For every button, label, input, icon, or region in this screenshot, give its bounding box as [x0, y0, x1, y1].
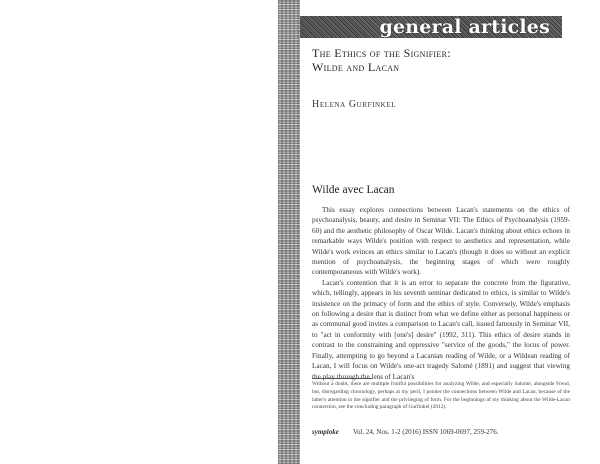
scan-edge-shadow	[278, 0, 300, 464]
journal-logo: symploke	[312, 428, 339, 436]
banner-title: general articles	[379, 16, 550, 38]
journal-citation	[312, 428, 570, 436]
paragraph-1: This essay explores connections between Lacan's statements on the ethics of psychoanalysis, beauty, and desire in Seminar VII: The Ethics of Psychoanalysis (1959-60) and the aesthetic philosophy of Oscar Wilde. Lacan's thinking about ethics echoes in remarkable ways Wilde's position with respect to aesthetics and representation, while Wilde's work evinces an ethics similar to Lacan's (though it does so without an explicit mention of psychoanalysis, the beginning stages of which were roughly contemporaneous with Wilde's work).	[312, 206, 570, 277]
body-text	[312, 205, 570, 382]
paragraph-2: Lacan's contention that it is an error to separate the concrete from the figurative, which, tellingly, appears in his seventh seminar dedicated to ethics, is similar to Wilde's insistence on the primacy of form and the ethics of style. Conversely, Wilde's emphasis on following a desire that is distinct from what we define either as personal happiness or as communal good invites a comparison to Lacan's call, issued famously in Seminar VII, to "act in conformity with [one's] desire" (1992, 311). This ethics of desire stands in contrast to the constraining and oppressive "service of the goods," the locus of power. Finally, attempting to go beyond a Lacanian reading of Wilde, or a Wildean reading of Lacan, I will focus on Wilde's one-act tragedy Salomé (1891) and suggest that viewing the play through the lens of Lacan's	[312, 278, 570, 381]
article-title-line-1: The Ethics of the Signifier:	[312, 46, 451, 60]
article-title-line-2: Wilde and Lacan	[312, 60, 400, 74]
section-banner	[300, 16, 562, 38]
section-heading: Wilde avec Lacan	[312, 184, 395, 196]
article-title	[312, 46, 451, 74]
footnote-rule	[312, 378, 372, 379]
author-name: Helena Gurfinkel	[312, 99, 397, 110]
footnote: Without a doubt, there are multiple fruitful possibilities for analyzing Wilde, and especially Salomé, alongside Freud, but, disregarding chronology, perhaps at my peril, I ponder the connections between Wilde and Lacan, because of the latter's attention to the signifier and the privileging of form. For the beginnings of my thinking about the Wilde-Lacan connection, see the concluding paragraph of Gurfinkel (2012).	[312, 381, 570, 411]
journal-info: Vol. 24, Nos. 1-2 (2016) ISSN 1069-0697, 259-276.	[352, 428, 499, 436]
